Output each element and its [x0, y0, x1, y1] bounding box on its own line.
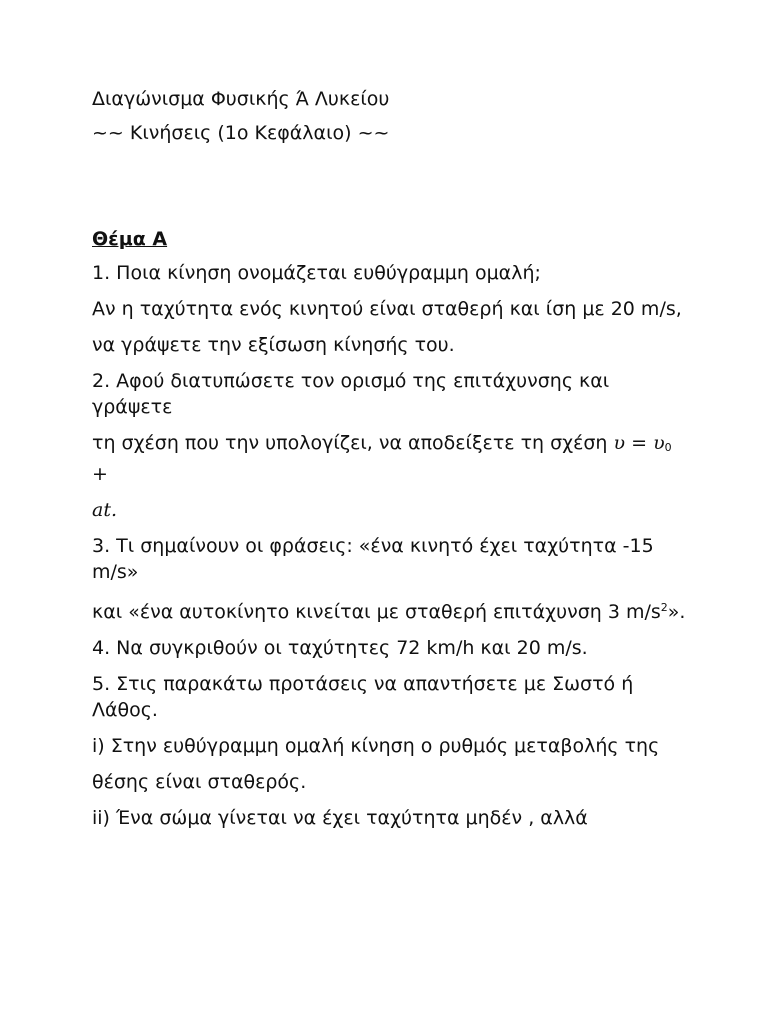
question-5-item-1-line-2: θέσης είναι σταθερός. — [92, 771, 307, 793]
question-5-item-1-line-1: i) Στην ευθύγραμμη ομαλή κίνηση ο ρυθμός μεταβολής της — [92, 735, 660, 757]
question-5-item-2-line-1: ii) Ένα σώμα γίνεται να έχει ταχύτητα μηδέν , αλλά — [92, 807, 588, 829]
document-subtitle: ~~ Κινήσεις (1ο Κεφάλαιο) ~~ — [92, 122, 390, 144]
section-heading: Θέμα Α — [92, 228, 168, 250]
question-1-line-3: να γράψετε την εξίσωση κίνησής του. — [92, 334, 455, 356]
formula-at: at — [92, 499, 111, 521]
document-page — [92, 86, 692, 841]
superscript-2: 2 — [660, 601, 668, 614]
question-1-line-1: 1. Ποια κίνηση ονομάζεται ευθύγραμμη ομαλή; — [92, 262, 541, 284]
question-3-line-1: 3. Τι σημαίνουν οι φράσεις: «ένα κινητό έχει ταχύτητα -15 m/s» — [92, 535, 660, 583]
question-3-line-2 — [92, 595, 692, 625]
question-2-line-3 — [92, 497, 692, 523]
question-2-line-2 — [92, 430, 692, 487]
question-2-text: τη σχέση που την υπολογίζει, να αποδείξετε τη σχέση — [92, 432, 614, 454]
question-5-line-1: 5. Στις παρακάτω προτάσεις να απαντήσετε με Σωστό ή Λάθος. — [92, 673, 640, 721]
formula-equals: = — [625, 432, 654, 454]
question-3-text: και «ένα αυτοκίνητο κινείται με σταθερή επιτάχυνση 3 m/s — [92, 601, 661, 623]
formula-period: . — [110, 499, 118, 521]
question-3-end: ». — [667, 601, 686, 623]
formula-plus: + — [92, 432, 678, 485]
question-2-line-1: 2. Αφού διατυπώσετε τον ορισμό της επιτάχυνσης και γράψετε — [92, 370, 616, 418]
formula-subscript-0: 0 — [664, 441, 672, 454]
question-1-line-2: Αν η ταχύτητα ενός κινητού είναι σταθερή και ίση με 20 m/s, — [92, 298, 682, 320]
question-4-line-1: 4. Να συγκριθούν οι ταχύτητες 72 km/h και 20 m/s. — [92, 637, 588, 659]
formula-v0: υ — [653, 432, 665, 454]
formula-v: υ — [613, 432, 626, 454]
document-title: Διαγώνισμα Φυσικής Ά Λυκείου — [92, 88, 390, 110]
